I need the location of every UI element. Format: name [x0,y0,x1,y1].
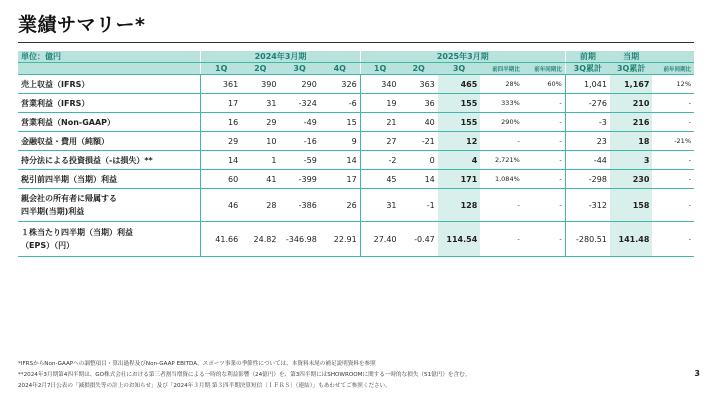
table-cell: 36 [400,94,438,113]
row-label-text: 営業利益（IFRS） [21,98,90,108]
table-row [18,132,694,151]
table-row [18,75,694,94]
title-divider [18,42,694,43]
fy2024-group-header: 2024年3月期 [201,51,360,63]
table-cell: 31 [241,94,279,113]
table-cell: 14 [320,151,360,170]
table-cell: 29 [201,132,241,151]
page-title: 業績サマリー* [18,14,146,36]
table-cell: 1,041 [565,75,610,94]
table-row [18,222,694,257]
column-header: 2Q [400,63,438,75]
table-cell: 2,721% [480,151,523,170]
table-cell: 60 [201,170,241,189]
footnote-2: **2024年3月期第4四半期は、GO株式会社における第三者割当増資による一時的な利益影響（24億円）を、第3四半期にはSHOWROOMに関する一時的な損失（51億円）を含む。 [18,372,471,378]
table-cell: -59 [279,151,319,170]
table-cell: 340 [360,75,399,94]
row-label-text: 親会社の所有者に帰属する [21,194,117,203]
table-cell: - [523,113,566,132]
table-row [18,189,694,222]
table-cell: - [480,132,523,151]
table-cell: 128 [438,189,481,222]
table-cell: 114.54 [438,222,481,257]
column-header: 3Q [279,63,319,75]
table-cell: 17 [201,94,241,113]
table-cell: 28% [480,75,523,94]
table-cell: -276 [565,94,610,113]
table-cell: 1,167 [610,75,653,94]
table-cell: 158 [610,189,653,222]
table-cell: 390 [241,75,279,94]
column-header: 3Q [438,63,481,75]
table-cell: -1 [400,189,438,222]
table-cell: 45 [360,170,399,189]
prev-year-header: 前期 [565,51,610,63]
table-cell: 361 [201,75,241,94]
footnote-1: *IFRSからNon-GAAPへの調整項目・算出過程及びNon-GAAP EBITDA、スポーツ事業の季節性については、本資料末尾の補足説明資料を参照 [18,361,376,367]
table-cell: -3 [565,113,610,132]
row-label-text-line2: （EPS）（円） [21,241,75,250]
table-cell: 0 [400,151,438,170]
table-cell: 21 [360,113,399,132]
column-header: 3Q累計 [610,63,653,75]
table-cell: 230 [610,170,653,189]
table-cell: - [523,94,566,113]
row-label-text: 持分法による投資損益（-は損失）** [21,155,153,165]
table-cell: - [523,170,566,189]
table-cell: -6 [320,94,360,113]
row-label-text: 金融収益・費用（純額） [21,136,109,146]
table-cell: -21 [400,132,438,151]
current-year-header: 当期 [610,51,653,63]
table-cell: 141.48 [610,222,653,257]
table-cell: -386 [279,189,319,222]
table-cell: 23 [565,132,610,151]
row-label [18,151,201,170]
table-cell: 15 [320,113,360,132]
table-cell: - [480,222,523,257]
table-row [18,170,694,189]
table-cell: -44 [565,151,610,170]
row-label [18,189,201,222]
table-cell: -312 [565,189,610,222]
table-cell: 290 [279,75,319,94]
row-label-text: １株当たり四半期（当期）利益 [21,228,133,237]
table-cell: - [652,222,694,257]
financial-summary-table [18,51,694,257]
column-header: 1Q [201,63,241,75]
table-cell: 22.91 [320,222,360,257]
table-cell: - [652,151,694,170]
table-cell: -2 [360,151,399,170]
table-cell: 18 [610,132,653,151]
table-cell: - [523,132,566,151]
table-cell: -16 [279,132,319,151]
column-header: 前年同期比 [523,63,566,75]
table-cell: 155 [438,94,481,113]
table-cell: - [652,113,694,132]
table-cell: -280.51 [565,222,610,257]
table-cell: 12 [438,132,481,151]
table-cell: -324 [279,94,319,113]
table-cell: 19 [360,94,399,113]
table-cell: 363 [400,75,438,94]
table-cell: 14 [400,170,438,189]
row-label [18,113,201,132]
table-cell: - [652,170,694,189]
row-label-text: 営業利益（Non-GAAP） [21,117,116,127]
table-cell: - [652,189,694,222]
table-cell: -399 [279,170,319,189]
table-cell: 40 [400,113,438,132]
table-row [18,151,694,170]
table-cell: 27 [360,132,399,151]
table-cell: 41 [241,170,279,189]
fy2025-group-header: 2025年3月期 [360,51,565,63]
table-cell: 333% [480,94,523,113]
table-cell: 26 [320,189,360,222]
table-cell: 216 [610,113,653,132]
table-cell: 4 [438,151,481,170]
column-header: 2Q [241,63,279,75]
table-cell: 46 [201,189,241,222]
table-cell: -346.98 [279,222,319,257]
table-cell: -21% [652,132,694,151]
header-row-groups [18,51,694,63]
table-cell: - [652,94,694,113]
table-cell: 1 [241,151,279,170]
table-cell: 465 [438,75,481,94]
table-cell: 210 [610,94,653,113]
table-cell: -0.47 [400,222,438,257]
table-cell: - [523,189,566,222]
table-cell: 290% [480,113,523,132]
column-header: 3Q累計 [565,63,610,75]
table-cell: -49 [279,113,319,132]
row-label [18,75,201,94]
row-label-text: 売上収益（IFRS） [21,79,90,89]
table-cell: 3 [610,151,653,170]
table-cell: 28 [241,189,279,222]
column-header: 4Q [320,63,360,75]
table-cell: 1,084% [480,170,523,189]
column-header: 1Q [360,63,399,75]
table-cell: 60% [523,75,566,94]
table-cell: 17 [320,170,360,189]
table-cell: -298 [565,170,610,189]
footnote-3: 2024年2月7日公表の「減損損失等の計上のお知らせ」及び「2024年３月期 第３四半期決算短信〔ＩＦＲＳ〕（連結）」もあわせてご参照ください。 [18,383,391,389]
table-cell: 31 [360,189,399,222]
header-blank [652,51,694,63]
table-cell: - [480,189,523,222]
table-cell: 12% [652,75,694,94]
column-header: 前年同期比 [652,63,694,75]
table-cell: 326 [320,75,360,94]
header-blank [18,63,201,75]
table-row [18,113,694,132]
header-row-columns [18,63,694,75]
table-cell: 171 [438,170,481,189]
table-cell: 24.82 [241,222,279,257]
table-cell: 14 [201,151,241,170]
page-number: 3 [694,369,700,378]
table-cell: 10 [241,132,279,151]
table-cell: 16 [201,113,241,132]
table-cell: 155 [438,113,481,132]
table-cell: 9 [320,132,360,151]
table-row [18,94,694,113]
row-label-text: 税引前四半期（当期）利益 [21,174,117,184]
table-cell: 41.66 [201,222,241,257]
table-cell: - [523,222,566,257]
row-label [18,132,201,151]
row-label [18,94,201,113]
row-label-text-line2: 四半期(当期)利益 [21,207,85,216]
column-header: 前四半期比 [480,63,523,75]
table-cell: - [523,151,566,170]
row-label [18,170,201,189]
unit-label: 単位：億円 [18,51,201,63]
row-label [18,222,201,257]
table-cell: 27.40 [360,222,399,257]
table-cell: 29 [241,113,279,132]
